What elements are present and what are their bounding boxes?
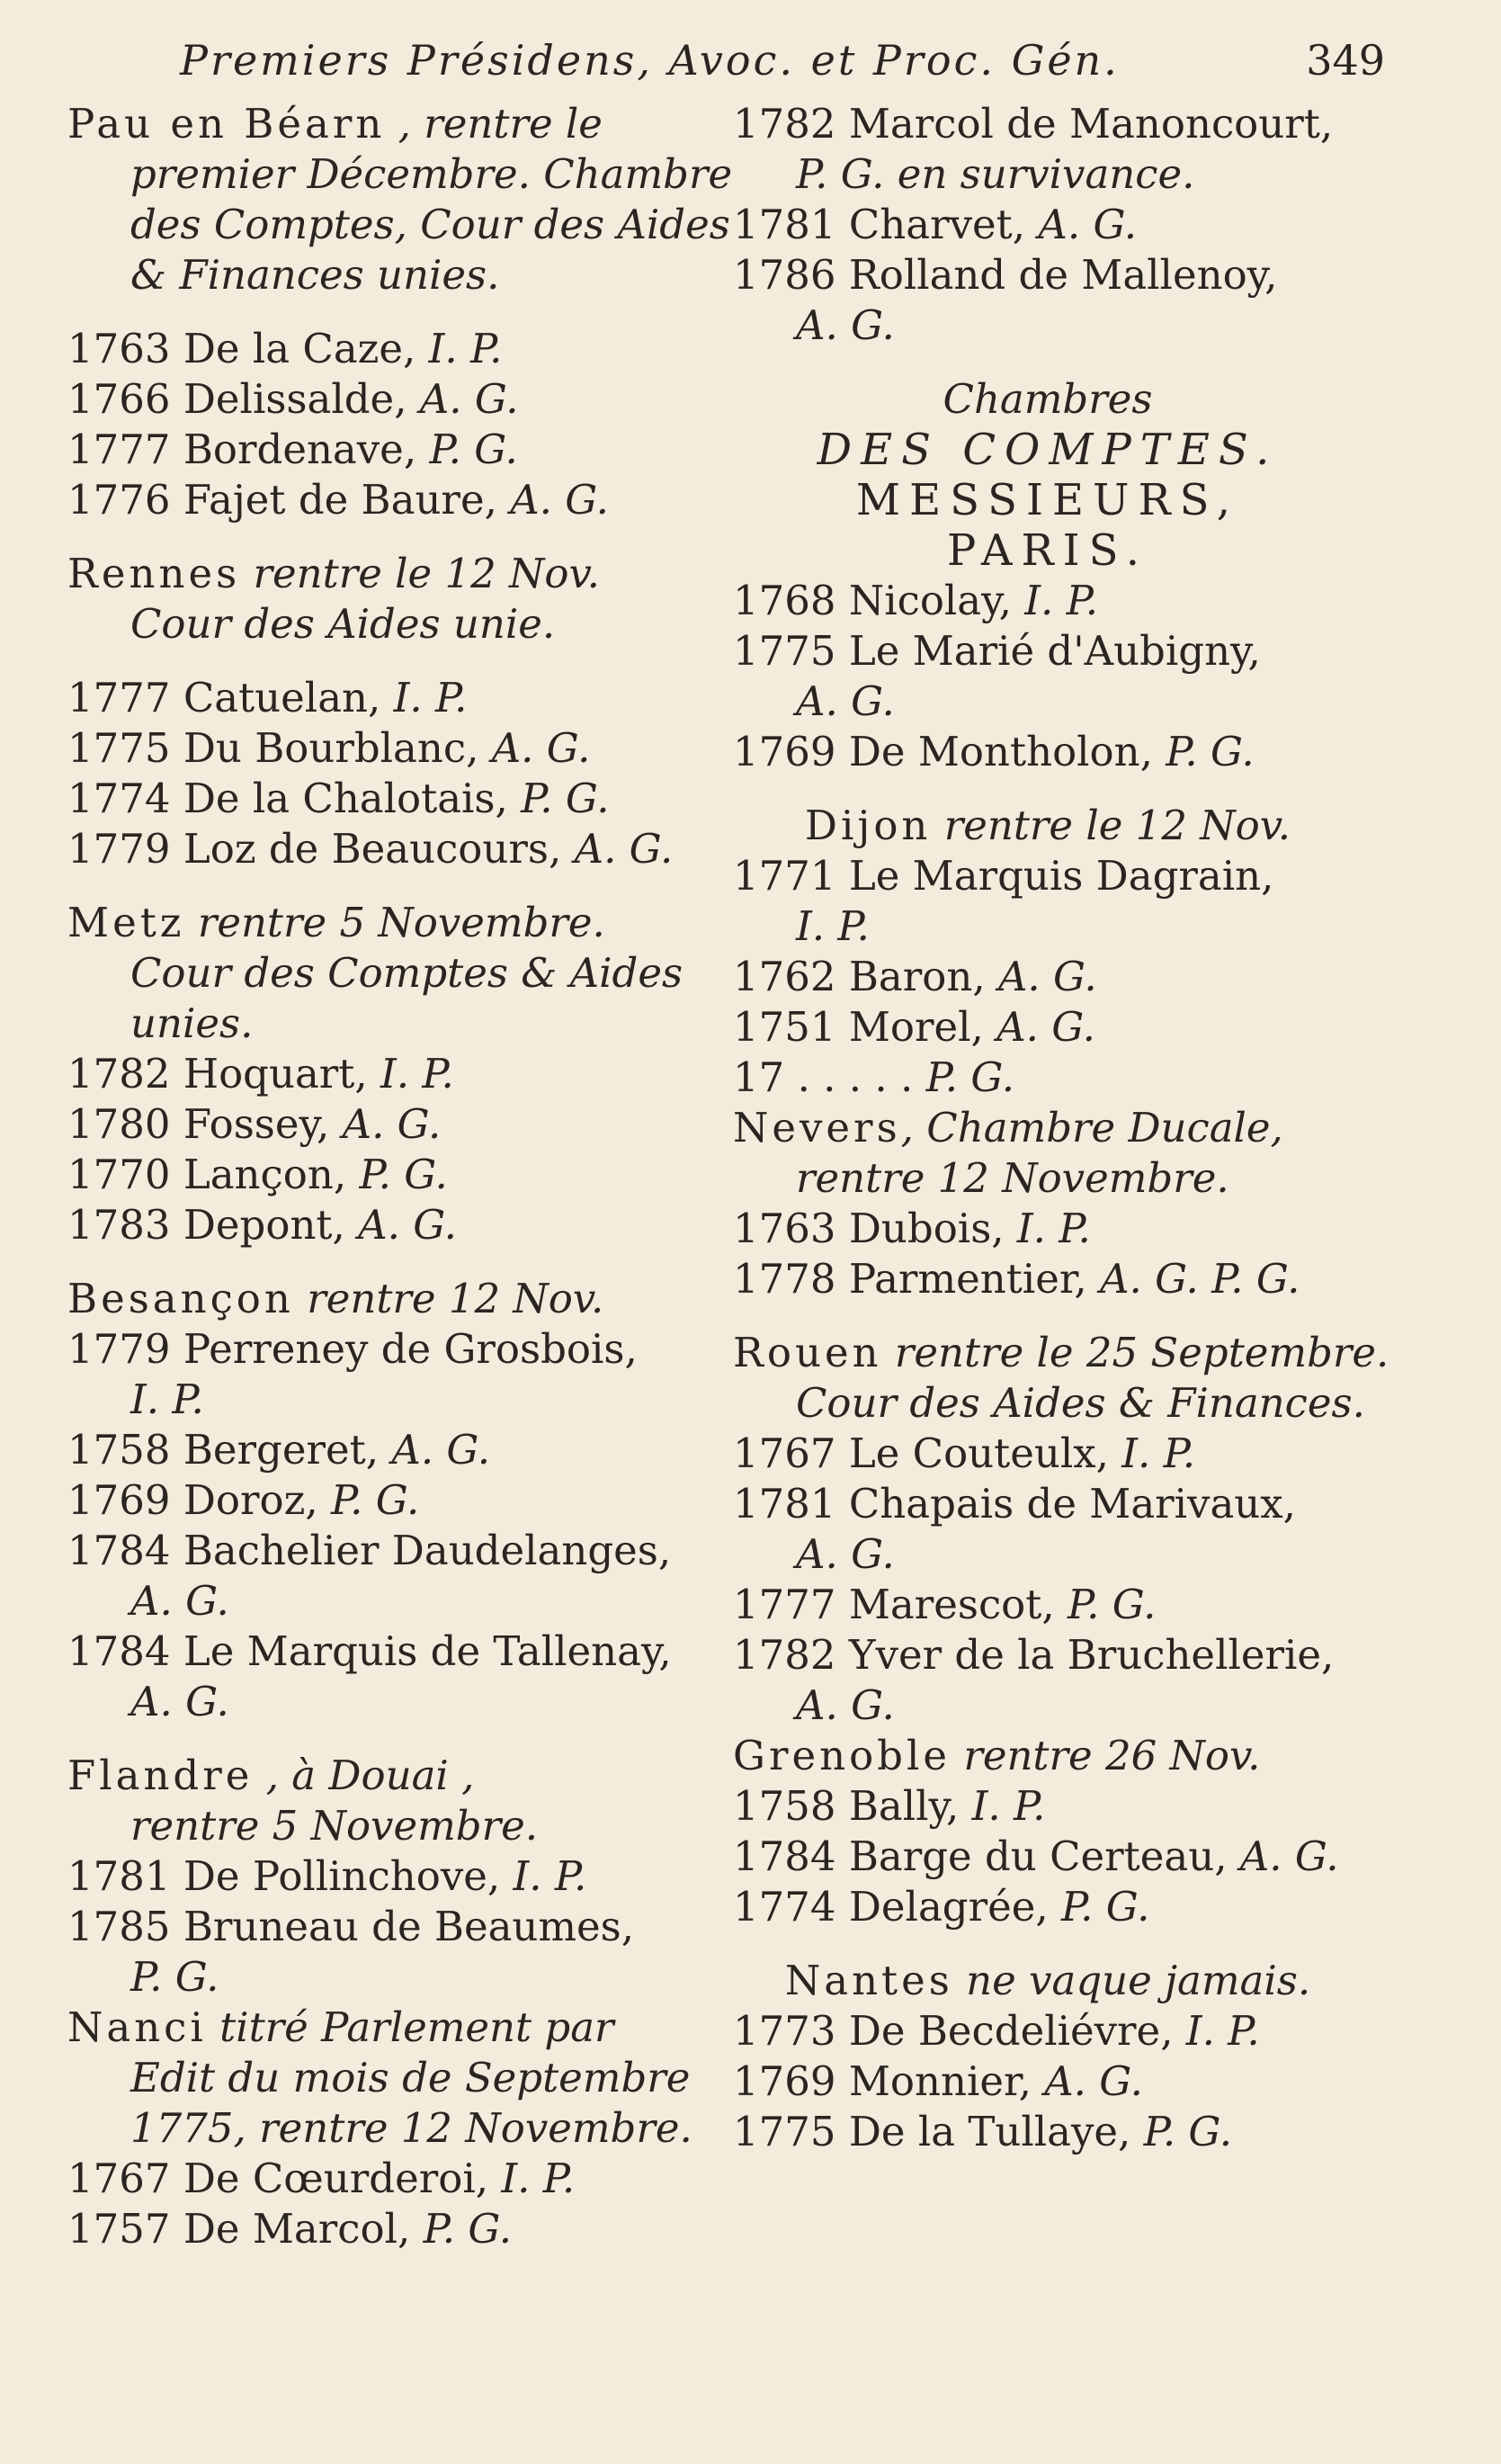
entry-row: 1758 Bally, I. P. [733, 1782, 1046, 1830]
city-name: Flandre [67, 1752, 254, 1799]
page-number: 349 [1306, 36, 1385, 85]
entry-row: 1779 Perreney de Grosbois, [67, 1325, 638, 1373]
entry-row: 1786 Rolland de Mallenoy, [733, 251, 1278, 299]
entry-row: 1779 Loz de Beaucours, A. G. [67, 825, 674, 873]
entry-row: 1777 Catuelan, I. P. [67, 674, 468, 721]
section-flandre: Flandre , à Douai , rentre 5 Novembre. 1781 De Pollinchove, I. P. 1785 Bruneau de Beaumes, P. G. [67, 1751, 688, 2003]
entry-row: 1777 Bordenave, P. G. [67, 426, 518, 473]
entry-row: 1773 De Becdeliévre, I. P. [733, 2007, 1260, 2055]
entry-row: 1758 Bergeret, A. G. [67, 1426, 491, 1474]
entry-row: 17 . . . . . P. G. [733, 1053, 1015, 1101]
entry-row: 1777 Marescot, P. G. [733, 1581, 1157, 1628]
city-name: Nevers [733, 1104, 901, 1151]
city-name: Metz [67, 899, 185, 946]
entry-row: 1784 Barge du Certeau, A. G. [733, 1832, 1339, 1880]
entry-row: 1784 Bachelier Daudelanges, [67, 1527, 672, 1574]
entry-row: 1767 De Cœurderoi, I. P. [67, 2155, 576, 2202]
chambres-heading: Chambres [943, 375, 1153, 423]
entry-row: 1781 De Pollinchove, I. P. [67, 1852, 587, 1900]
running-head-title: Premiers Présidens, Avoc. et Proc. Gén. [180, 36, 1120, 85]
entry-row: 1784 Le Marquis de Tallenay, [67, 1627, 672, 1675]
entry-row: 1774 Delagrée, P. G. [733, 1883, 1150, 1931]
entry-row: 1771 Le Marquis Dagrain, [733, 852, 1274, 900]
entry-row: 1770 Lançon, P. G. [67, 1151, 448, 1198]
city-name: Nanci [67, 2003, 207, 2051]
right-column [733, 99, 1389, 2157]
running-head [180, 36, 1385, 99]
entry-row: 1775 Du Bourblanc, A. G. [67, 724, 591, 772]
section-metz: Metz rentre 5 Novembre. Cour des Comptes & Aides unies. 1782 Hoquart, I. P. 1780 Fossey, A. G. 1770 Lançon, P. G. 1783 Depont, A. G. [67, 898, 688, 1250]
entry-row: 1763 Dubois, I. P. [733, 1205, 1091, 1252]
entry-row: 1762 Baron, A. G. [733, 953, 1097, 1000]
entry-row: 1782 Hoquart, I. P. [67, 1050, 454, 1098]
section-pau: Pau en Béarn , rentre le premier Décembre. Chambre des Comptes, Cour des Aides & Finances unies. 1763 De la Caze, I. P. 1766 Delissalde, A. G. 1777 Bordenave, P. G. 1776 Fajet de Baure, A. G. [67, 100, 733, 524]
section-besancon: Besançon rentre 12 Nov. 1779 Perreney de Grosbois, I. P. 1758 Bergeret, A. G. 1769 Doroz, P. G. 1784 Bachelier Daudelanges, A. G. 1784 Le Marquis de Tallenay, A. G. [67, 1274, 688, 1727]
entry-row: 1785 Bruneau de Beaumes, [67, 1903, 635, 1950]
section-grenoble: Grenoble rentre 26 Nov. 1758 Bally, I. P. 1784 Barge du Certeau, A. G. 1774 Delagrée, P. G. [733, 1731, 1363, 1932]
entry-row: 1763 De la Caze, I. P. [67, 325, 503, 372]
entry-row: 1767 Le Couteulx, I. P. [733, 1429, 1196, 1477]
city-name: Rouen [733, 1329, 882, 1376]
entry-row: 1766 Delissalde, A. G. [67, 375, 519, 423]
section-continuation: 1782 Marcol de Manoncourt, P. G. en survivance. 1781 Charvet, A. G. 1786 Rolland de Mallenoy, A. G. [733, 99, 1363, 351]
entry-row: 1780 Fossey, A. G. [67, 1100, 442, 1148]
entry-row: 1757 De Marcol, P. G. [67, 2205, 512, 2253]
city-name: Grenoble [733, 1732, 951, 1779]
city-name: Pau en Béarn [67, 100, 386, 148]
entry-row: 1775 Le Marié d'Aubigny, [733, 627, 1261, 675]
entry-row: 1768 Nicolay, I. P. [733, 577, 1099, 624]
city-name: Besançon [67, 1275, 294, 1322]
entry-row: 1782 Marcol de Manoncourt, [733, 100, 1334, 148]
entry-row: 1781 Chapais de Marivaux, [733, 1480, 1296, 1528]
section-chambres: Chambres DES COMPTES. MESSIEURS, PARIS. 1768 Nicolay, I. P. 1775 Le Marié d'Aubigny, A. G. 1769 De Montholon, P. G. [733, 374, 1363, 777]
entry-row: 1776 Fajet de Baure, A. G. [67, 476, 609, 524]
city-name: Dijon [804, 802, 932, 849]
entry-row: 1778 Parmentier, A. G. P. G. [733, 1255, 1300, 1303]
section-nevers: Nevers, Chambre Ducale, rentre 12 Novembre. 1763 Dubois, I. P. 1778 Parmentier, A. G. P. G. [733, 1103, 1363, 1304]
city-name: Rennes [67, 550, 241, 597]
entry-row: 1769 Doroz, P. G. [67, 1476, 420, 1524]
section-rennes: Rennes rentre le 12 Nov. Cour des Aides unie. 1777 Catuelan, I. P. 1775 Du Bourblanc, A. G. 1774 De la Chalotais, P. G. 1779 Loz de Beaucours, A. G. [67, 549, 688, 874]
section-rouen: Rouen rentre le 25 Septembre. Cour des Aides & Finances. 1767 Le Couteulx, I. P. 1781 Chapais de Marivaux, A. G. 1777 Marescot, P. G. 1782 Yver de la Bruchellerie, A. G. [733, 1329, 1389, 1729]
paris-heading: PARIS. [946, 525, 1149, 576]
messieurs-heading: MESSIEURS, [855, 475, 1240, 525]
entry-row: 1769 De Montholon, P. G. [733, 728, 1255, 775]
des-comptes-heading: DES COMPTES. [817, 425, 1279, 475]
left-column [67, 99, 733, 2254]
entry-row: 1751 Morel, A. G. [733, 1003, 1095, 1051]
city-name: Nantes [784, 1957, 953, 2004]
entry-row: 1783 Depont, A. G. [67, 1201, 457, 1249]
entry-row: 1782 Yver de la Bruchellerie, [733, 1631, 1335, 1679]
section-dijon: Dijon rentre le 12 Nov. 1771 Le Marquis Dagrain, I. P. 1762 Baron, A. G. 1751 Morel, A. G. 17 . . . . . P. G. [733, 801, 1363, 1103]
entry-row: 1775 De la Tullaye, P. G. [733, 2108, 1233, 2155]
entry-row: 1774 De la Chalotais, P. G. [67, 775, 610, 822]
section-nantes: Nantes ne vaque jamais. 1773 De Becdeliévre, I. P. 1769 Monnier, A. G. 1775 De la Tullaye, P. G. [733, 1956, 1363, 2157]
entry-row: 1769 Monnier, A. G. [733, 2057, 1143, 2105]
section-nanci: Nanci titré Parlement par Edit du mois de Septembre 1775, rentre 12 Novembre. 1767 De Cœurderoi, I. P. 1757 De Marcol, P. G. [67, 2003, 692, 2253]
entry-row: 1781 Charvet, A. G. [733, 201, 1138, 248]
